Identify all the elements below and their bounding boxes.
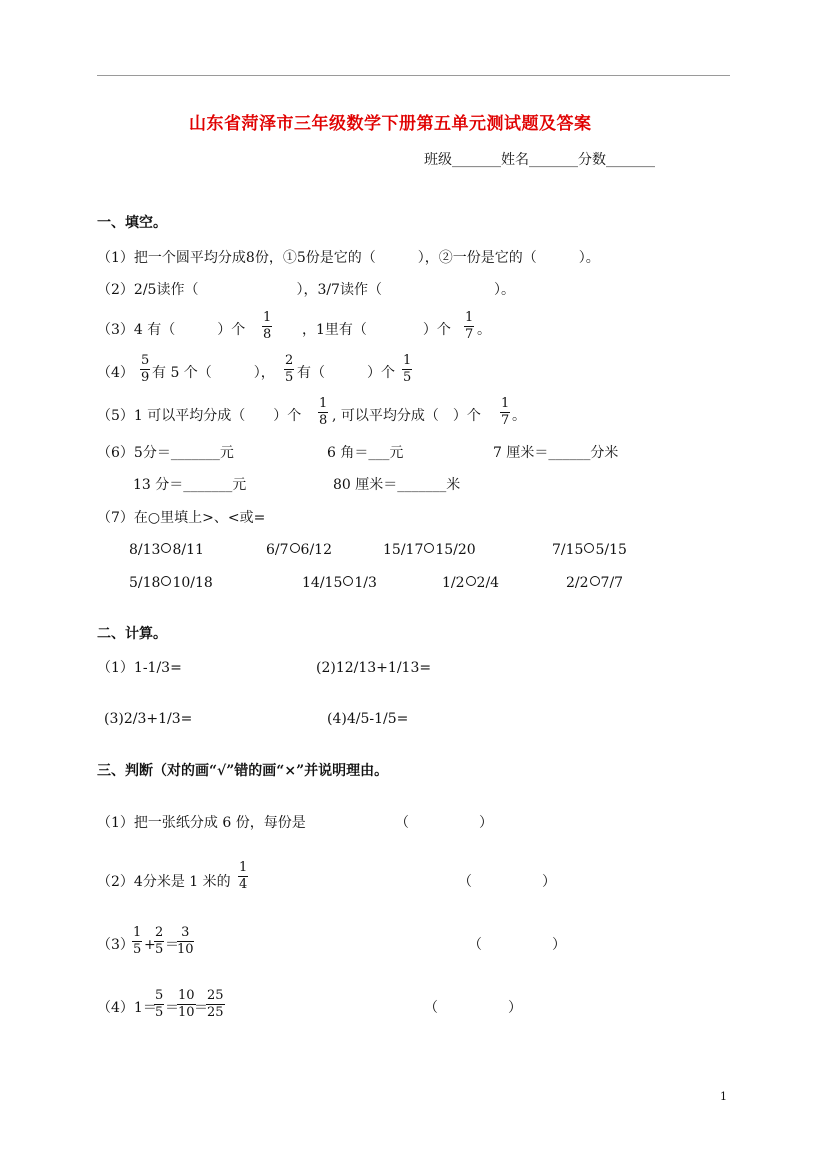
header-rule bbox=[97, 75, 730, 76]
compare-item bbox=[302, 574, 377, 592]
answer-circle[interactable] bbox=[161, 576, 171, 586]
denominator: 7 bbox=[501, 413, 510, 428]
question-1-6-item: 80 厘米＝_______米 bbox=[333, 477, 461, 493]
numerator: 5 bbox=[141, 353, 150, 368]
denominator: 10 bbox=[178, 1005, 195, 1020]
compare-left: 7/15 bbox=[552, 542, 584, 558]
compare-right: 10/18 bbox=[172, 575, 213, 591]
fraction bbox=[140, 354, 150, 385]
numerator: 5 bbox=[155, 988, 164, 1003]
section-3-heading: 三、判断（对的画“√”错的画“×”并说明理由。 bbox=[97, 763, 389, 779]
compare-right: 15/20 bbox=[435, 542, 476, 558]
answer-circle[interactable] bbox=[590, 576, 600, 586]
compare-right: 1/3 bbox=[354, 575, 377, 591]
fraction bbox=[238, 861, 248, 892]
question-1-4-label: （4） bbox=[97, 365, 134, 381]
compare-item bbox=[129, 574, 213, 592]
compare-item bbox=[266, 541, 332, 559]
answer-parentheses[interactable]: （ ） bbox=[468, 937, 566, 953]
question-1-7: （7）在○里填上>、<或= bbox=[97, 510, 266, 526]
denominator: 4 bbox=[239, 877, 248, 892]
compare-right: 5/15 bbox=[595, 542, 627, 558]
answer-parentheses[interactable]: （ ） bbox=[395, 815, 493, 831]
compare-item bbox=[383, 541, 476, 559]
fraction bbox=[154, 926, 164, 957]
compare-left: 2/2 bbox=[566, 575, 589, 591]
denominator: 9 bbox=[141, 370, 150, 385]
denominator: 5 bbox=[285, 370, 294, 385]
numerator: 1 bbox=[239, 860, 248, 875]
denominator: 5 bbox=[155, 942, 164, 957]
judge-question-4-label: （4）1＝ bbox=[97, 1000, 157, 1016]
answer-circle[interactable] bbox=[466, 576, 476, 586]
page-title: 山东省菏泽市三年级数学下册第五单元测试题及答案 bbox=[189, 114, 592, 134]
denominator: 8 bbox=[263, 327, 272, 342]
denominator: 5 bbox=[403, 370, 412, 385]
compare-item bbox=[442, 574, 499, 592]
question-1-4-part-b: 有（ ）个 bbox=[297, 365, 395, 381]
fraction bbox=[464, 311, 474, 342]
judge-question-1: （1）把一张纸分成 6 份，每份是 bbox=[97, 815, 306, 831]
denominator: 25 bbox=[207, 1005, 224, 1020]
operator: ＝ bbox=[165, 1000, 179, 1016]
numerator: 1 bbox=[133, 925, 142, 940]
compare-right: 2/4 bbox=[476, 575, 500, 591]
fraction bbox=[177, 989, 196, 1020]
question-1-3-part-b: ，1里有（ ）个 bbox=[302, 322, 451, 338]
compare-left: 5/18 bbox=[129, 575, 161, 591]
section-2-heading: 二、计算。 bbox=[97, 626, 167, 642]
fraction bbox=[402, 354, 412, 385]
fraction bbox=[177, 926, 194, 957]
question-1-3-part-c: 。 bbox=[477, 322, 491, 338]
question-1-3-part-a: （3）4 有（ ）个 bbox=[97, 322, 246, 338]
numerator: 1 bbox=[319, 396, 328, 411]
compare-right: 8/11 bbox=[172, 542, 204, 558]
fraction bbox=[262, 311, 272, 342]
answer-circle[interactable] bbox=[584, 543, 594, 553]
compare-left: 6/7 bbox=[266, 542, 289, 558]
question-1-4-part-a: 有 5 个（ ）， bbox=[152, 365, 275, 381]
fraction bbox=[500, 397, 510, 428]
section-1-heading: 一、填空。 bbox=[97, 215, 167, 231]
numerator: 1 bbox=[263, 310, 272, 325]
question-1-5-part-a: （5）1 可以平均分成（ ）个 bbox=[97, 408, 302, 424]
compare-item bbox=[552, 541, 627, 559]
fraction bbox=[318, 397, 328, 428]
compare-item bbox=[129, 541, 204, 559]
answer-parentheses[interactable]: （ ） bbox=[458, 874, 556, 890]
student-info-line: 班级_______姓名_______分数_______ bbox=[424, 152, 655, 168]
operator: ＝ bbox=[165, 937, 179, 953]
question-1-5-part-c: 。 bbox=[512, 408, 526, 424]
question-1-1: （1）把一个圆平均分成8份，①5份是它的（ ），②一份是它的（ ）。 bbox=[97, 250, 600, 266]
compare-right: 7/7 bbox=[600, 575, 624, 591]
compare-item bbox=[566, 574, 623, 592]
operator: ＝ bbox=[194, 1000, 208, 1016]
answer-circle[interactable] bbox=[161, 543, 171, 553]
fraction bbox=[132, 926, 142, 957]
question-1-6-item: （6）5分＝_______元 bbox=[97, 445, 234, 461]
calc-question-2: (2)12/13+1/13= bbox=[316, 660, 432, 676]
compare-left: 1/2 bbox=[442, 575, 465, 591]
denominator: 10 bbox=[177, 942, 194, 957]
numerator: 25 bbox=[207, 988, 224, 1003]
question-1-6-item: 13 分＝_______元 bbox=[133, 477, 247, 493]
numerator: 3 bbox=[177, 926, 194, 942]
denominator: 5 bbox=[133, 942, 142, 957]
numerator: 1 bbox=[403, 353, 412, 368]
denominator: 7 bbox=[465, 327, 474, 342]
compare-right: 6/12 bbox=[300, 542, 332, 558]
numerator: 10 bbox=[178, 988, 195, 1003]
judge-question-3-label: （3） bbox=[97, 937, 134, 953]
answer-circle[interactable] bbox=[290, 543, 300, 553]
numerator: 1 bbox=[501, 396, 510, 411]
judge-question-2: （2）4分米是 1 米的 bbox=[97, 874, 231, 890]
fraction bbox=[284, 354, 294, 385]
fraction bbox=[154, 989, 164, 1020]
answer-parentheses[interactable]: （ ） bbox=[424, 1000, 522, 1016]
operator: + bbox=[144, 937, 156, 953]
calc-question-4: (4)4/5-1/5= bbox=[327, 711, 409, 727]
calc-question-3: (3)2/3+1/3= bbox=[104, 711, 193, 727]
numerator: 2 bbox=[155, 925, 164, 940]
compare-left: 8/13 bbox=[129, 542, 161, 558]
denominator: 5 bbox=[155, 1005, 164, 1020]
page-number: 1 bbox=[720, 1090, 727, 1103]
compare-left: 15/17 bbox=[383, 542, 424, 558]
answer-circle[interactable] bbox=[424, 543, 434, 553]
question-1-6-item: 7 厘米＝______分米 bbox=[493, 445, 619, 461]
question-1-6-item: 6 角＝___元 bbox=[327, 445, 404, 461]
numerator: 2 bbox=[285, 353, 294, 368]
question-1-5-part-b: , 可以平均分成（ ）个 bbox=[332, 408, 481, 424]
answer-circle[interactable] bbox=[343, 576, 353, 586]
fraction bbox=[206, 989, 225, 1020]
denominator: 8 bbox=[319, 413, 328, 428]
compare-left: 14/15 bbox=[302, 575, 343, 591]
numerator: 1 bbox=[465, 310, 474, 325]
question-1-2: （2）2/5读作（ ），3/7读作（ ）。 bbox=[97, 282, 515, 298]
calc-question-1: （1）1-1/3= bbox=[97, 660, 182, 676]
